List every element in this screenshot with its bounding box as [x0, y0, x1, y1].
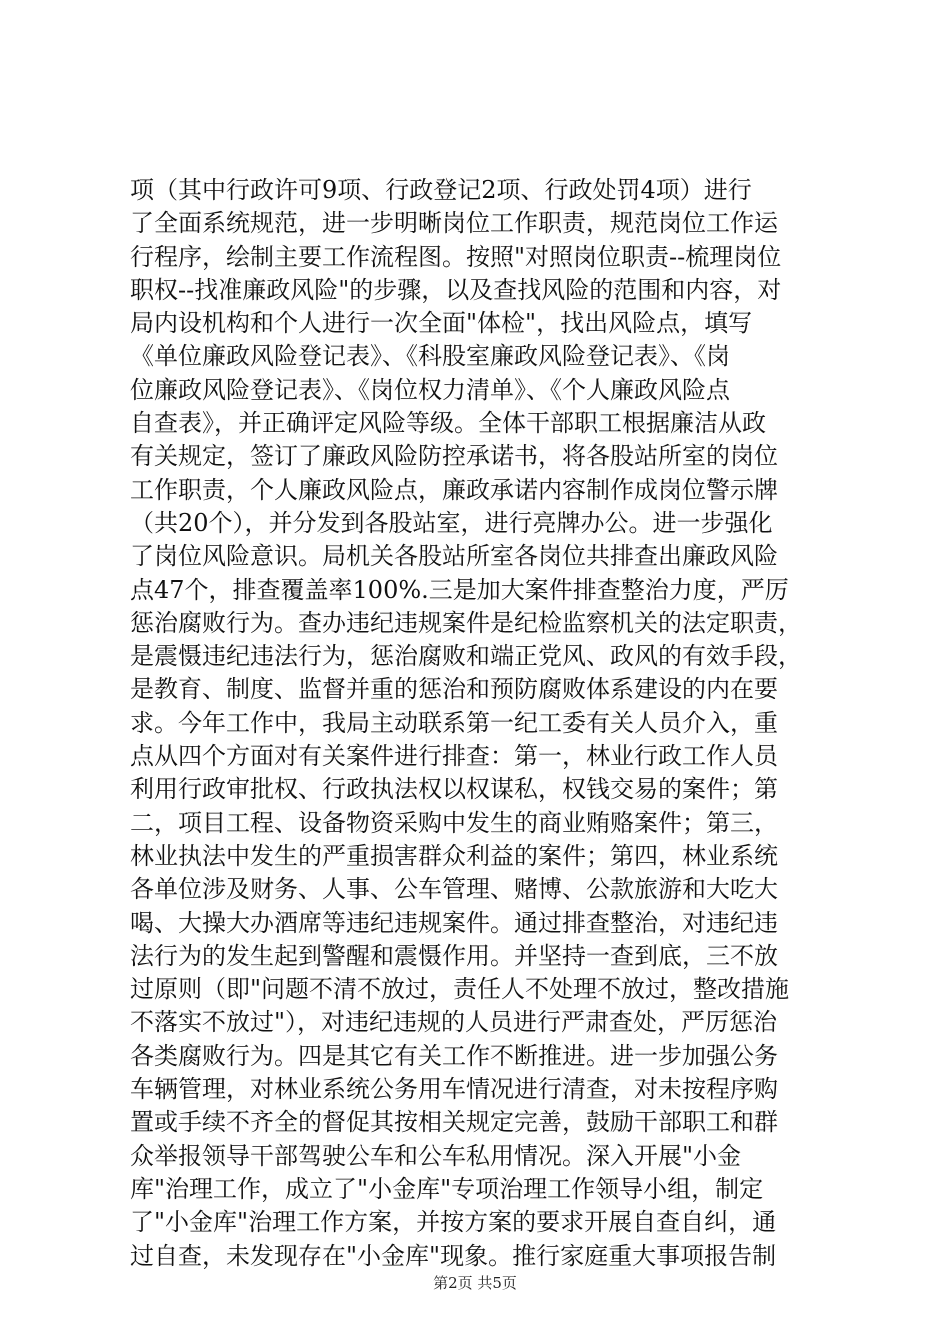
text-line: 工作职责，个人廉政风险点，廉政承诺内容制作成岗位警示牌: [130, 475, 778, 504]
text-line: 了全面系统规范，进一步明晰岗位工作职责，规范岗位工作运: [130, 209, 778, 238]
text-line: 库"治理工作，成立了"小金库"专项治理工作领导小组，制定: [130, 1174, 764, 1203]
text-line: 行程序，绘制主要工作流程图。按照"对照岗位职责--梳理岗位: [130, 242, 782, 271]
text-line: 职权--找准廉政风险"的步骤，以及查找风险的范围和内容，对: [130, 275, 782, 304]
text-line: 了岗位风险意识。局机关各股站所室各岗位共排查出廉政风险: [130, 542, 778, 571]
text-line: 各单位涉及财务、人事、公车管理、赌博、公款旅游和大吃大: [130, 875, 778, 904]
text-line: 了"小金库"治理工作方案，并按方案的要求开展自查自纠，通: [130, 1208, 777, 1237]
text-line: 过自查，未发现存在"小金库"现象。推行家庭重大事项报告制: [130, 1241, 777, 1270]
text-line: 自查表》，并正确评定风险等级。全体干部职工根据廉洁从政: [130, 409, 766, 438]
text-line: 《单位廉政风险登记表》、《科股室廉政风险登记表》、《岗: [130, 342, 730, 371]
text-line: 局内设机构和个人进行一次全面"体检"，找出风险点，填写: [130, 309, 753, 338]
body-paragraph: [130, 174, 830, 1273]
text-line: 惩治腐败行为。查办违纪违规案件是纪检监察机关的法定职责，: [130, 608, 802, 637]
text-line: 各类腐败行为。四是其它有关工作不断推进。进一步加强公务: [130, 1041, 778, 1070]
text-line: 车辆管理，对林业系统公务用车情况进行清查，对未按程序购: [130, 1075, 778, 1104]
text-line: 林业执法中发生的严重损害群众利益的案件；第四，林业系统: [130, 841, 778, 870]
text-line: 喝、大操大办酒席等违纪违规案件。通过排查整治，对违纪违: [130, 908, 778, 937]
text-line: 置或手续不齐全的督促其按相关规定完善，鼓励干部职工和群: [130, 1108, 778, 1137]
text-line: 位廉政风险登记表》、《岗位权力清单》、《个人廉政风险点: [130, 375, 730, 404]
text-line: 点从四个方面对有关案件进行排查：第一，林业行政工作人员: [130, 742, 778, 771]
text-line: 不落实不放过"），对违纪违规的人员进行严肃查处，严厉惩治: [130, 1008, 778, 1037]
text-line: 众举报领导干部驾驶公车和公车私用情况。深入开展"小金: [130, 1141, 742, 1170]
text-line: 法行为的发生起到警醒和震慑作用。并坚持一查到底，三不放: [130, 941, 778, 970]
text-line: 二，项目工程、设备物资采购中发生的商业贿赂案件；第三，: [130, 808, 778, 837]
text-line: 项（其中行政许可9项、行政登记2项、行政处罚4项）进行: [130, 176, 752, 204]
text-line: 是教育、制度、监督并重的惩治和预防腐败体系建设的内在要: [130, 675, 778, 704]
text-line: （共20个），并分发到各股站室，进行亮牌办公。进一步强化: [130, 508, 773, 537]
page-number-footer: 第2页 共5页: [433, 1274, 517, 1292]
text-line: 有关规定，签订了廉政风险防控承诺书，将各股站所室的岗位: [130, 442, 778, 471]
text-line: 是震慑违纪违法行为，惩治腐败和端正党风、政风的有效手段，: [130, 642, 802, 671]
text-line: 过原则（即"问题不清不放过，责任人不处理不放过，整改措施: [130, 975, 790, 1004]
text-line: 求。今年工作中，我局主动联系第一纪工委有关人员介入，重: [130, 708, 778, 737]
text-line: 点47个，排查覆盖率100%.三是加大案件排查整治力度，严厉: [130, 575, 789, 604]
text-line: 利用行政审批权、行政执法权以权谋私，权钱交易的案件；第: [130, 775, 778, 804]
